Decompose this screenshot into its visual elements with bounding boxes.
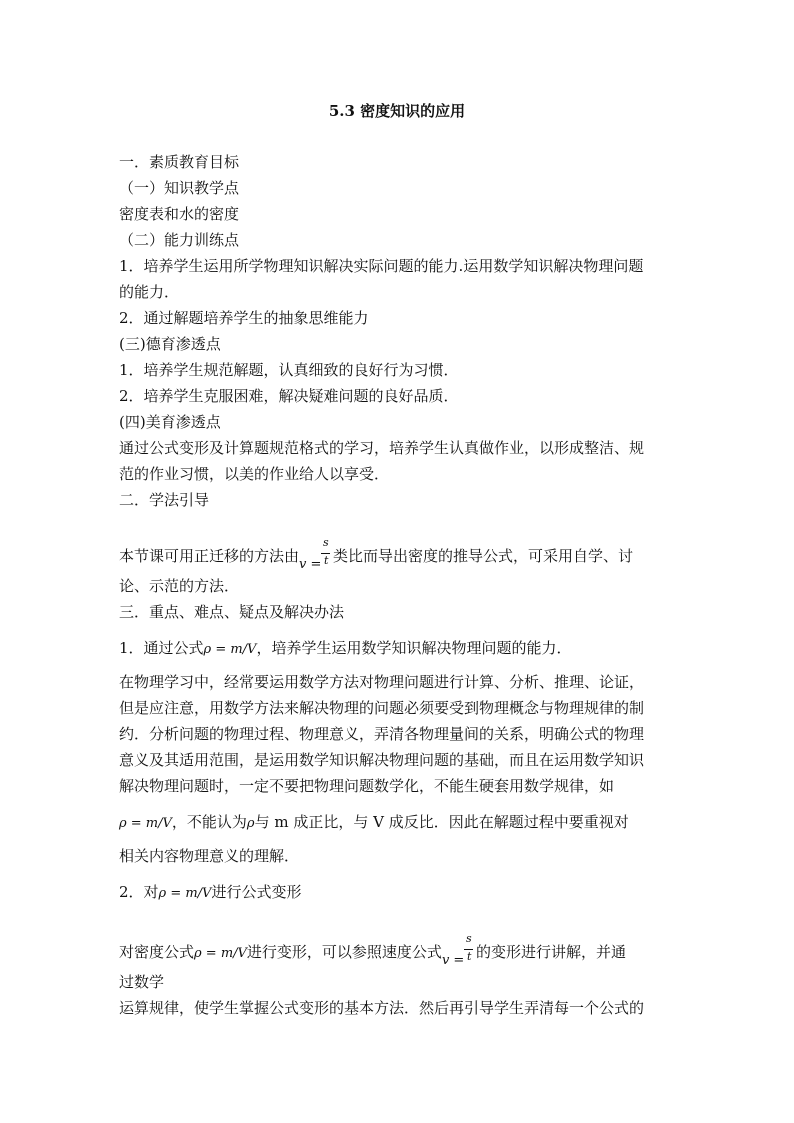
text-fragment: 本节课可用正迁移的方法由 xyxy=(119,547,300,565)
text-line: 在物理学习中，经常要运用数学方法对物理问题进行计算、分析、推理、论证， xyxy=(119,673,645,691)
text-line: 2．通过解题培养学生的抽象思维能力 xyxy=(119,309,369,327)
text-line: 意义及其适用范围，是运用数学知识解决物理问题的基础，而且在运用数学知识 xyxy=(119,751,645,769)
text-line: 但是应注意，用数学方法来解决物理的问题必须要受到物理概念与物理规律的制 xyxy=(119,699,645,717)
density-formula: ρ = m/V xyxy=(203,642,257,657)
subheading-knowledge: （一）知识教学点 xyxy=(119,179,240,197)
formula-s: s xyxy=(465,932,472,945)
density-formula: ρ = m/V xyxy=(119,816,172,831)
text-fragment: 的变形进行讲解，并通 xyxy=(475,943,626,961)
heading-key-points: 三．重点、难点、疑点及解决办法 xyxy=(119,603,345,621)
text-fragment: 2．对 xyxy=(119,883,159,901)
text-line: 论、示范的方法． xyxy=(119,577,240,595)
text-fragment: 对密度公式 xyxy=(119,943,195,961)
text-line xyxy=(119,932,626,968)
text-line: 1．培养学生运用所学物理知识解决实际问题的能力.运用数学知识解决物理问题 xyxy=(119,257,644,275)
text-line xyxy=(119,882,301,904)
text-line xyxy=(119,812,629,834)
text-fragment: 进行公式变形 xyxy=(211,883,302,901)
text-fragment: ，培养学生运用数学知识解决物理问题的能力． xyxy=(256,639,572,657)
formula-v: v = xyxy=(299,557,322,572)
text-line: 相关内容物理意义的理解． xyxy=(119,847,300,865)
text-line: 范的作业习惯，以美的作业给人以享受． xyxy=(119,465,390,483)
text-fragment: ，不能认为 xyxy=(171,813,247,831)
speed-formula xyxy=(441,932,476,968)
density-formula: ρ = m/V xyxy=(194,946,247,961)
formula-t: t xyxy=(324,554,329,567)
text-line xyxy=(119,536,634,572)
text-line: 1．培养学生规范解题，认真细致的良好行为习惯． xyxy=(119,361,459,379)
text-line: 约．分析问题的物理过程、物理意义，弄清各物理量间的关系，明确公式的物理 xyxy=(119,725,645,743)
page-title: 5.3 密度知识的应用 xyxy=(328,102,466,120)
speed-formula xyxy=(299,536,333,572)
formula-t: t xyxy=(466,950,472,963)
text-fragment: 进行变形，可以参照速度公式 xyxy=(246,943,442,961)
density-formula: ρ = m/V xyxy=(158,886,212,901)
text-fragment: 类比而导出密度的推导公式，可采用自学、讨 xyxy=(333,547,634,565)
formula-s: s xyxy=(323,536,329,549)
text-line: 的能力． xyxy=(119,283,180,301)
text-line: 解决物理问题时，一定不要把物理问题数学化，不能生硬套用数学规律，如 xyxy=(119,777,615,795)
rho-symbol: ρ xyxy=(246,816,255,831)
subheading-moral: (三)德育渗透点 xyxy=(119,335,221,353)
subheading-aesthetic: (四)美育渗透点 xyxy=(119,413,221,431)
text-line: 密度表和水的密度 xyxy=(119,205,240,223)
text-fragment: 1．通过公式 xyxy=(119,639,204,657)
heading-quality-goals: 一．素质教育目标 xyxy=(119,153,240,171)
text-fragment: 与 m 成正比，与 V 成反比．因此在解题过程中要重视对 xyxy=(254,813,629,831)
text-line xyxy=(119,638,571,660)
text-line: 运算规律，使学生掌握公式变形的基本方法．然后再引导学生弄清每一个公式的 xyxy=(119,999,645,1017)
text-line: 通过公式变形及计算题规范格式的学习，培养学生认真做作业，以形成整洁、规 xyxy=(119,439,645,457)
text-line: 2．培养学生克服困难，解决疑难问题的良好品质． xyxy=(119,387,459,405)
formula-v: v = xyxy=(441,953,465,968)
heading-study-method: 二．学法引导 xyxy=(119,491,210,509)
subheading-ability: （二）能力训练点 xyxy=(119,231,240,249)
text-line: 过数学 xyxy=(119,973,165,991)
